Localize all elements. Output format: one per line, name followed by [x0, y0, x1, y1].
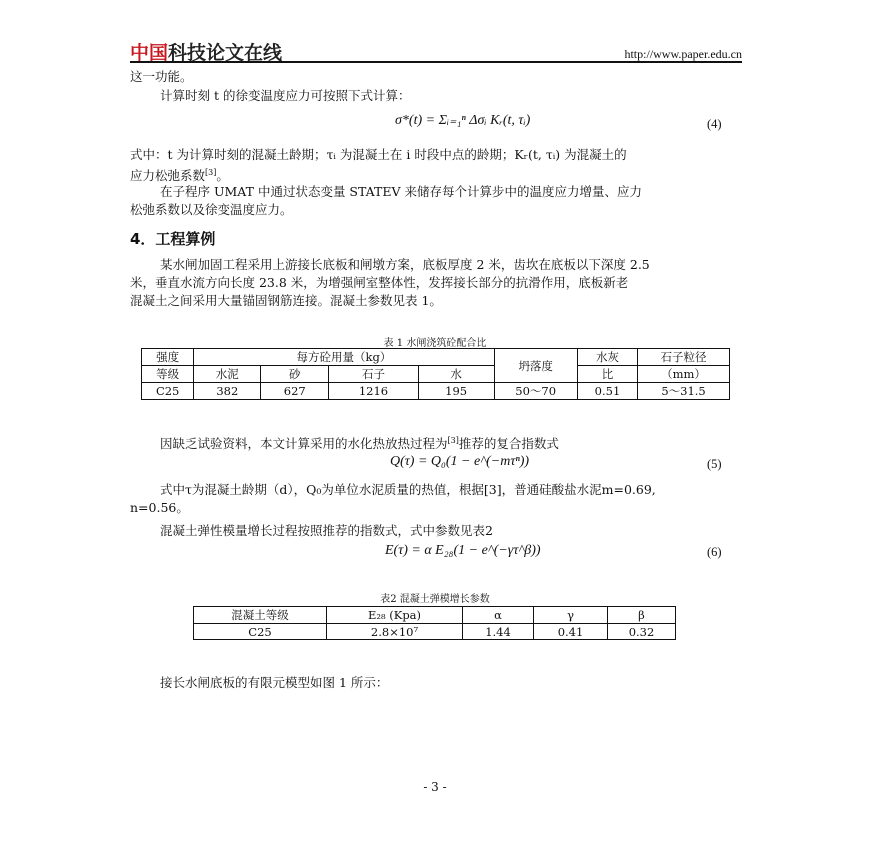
table-cell: 382 [194, 383, 261, 400]
table-cell: 50～70 [494, 383, 577, 400]
para4-line-2: 松弛系数以及徐变温度应力。 [130, 202, 293, 217]
t1-h-cement: 水泥 [194, 366, 261, 383]
table-cell: 195 [418, 383, 494, 400]
table2 [193, 606, 676, 640]
table-row [142, 383, 730, 400]
para7-line-2: n=0.56。 [130, 500, 189, 515]
text-line-2: 计算时刻 t 的徐变温度应力可按照下式计算： [160, 88, 411, 103]
header-rule [130, 61, 742, 63]
para6-pre: 因缺乏试验资料，本文计算采用的水化热放热过程为 [160, 436, 448, 452]
t1-h-slump: 坍落度 [494, 349, 577, 383]
t1-h-usage: 每方砼用量（kg） [194, 349, 494, 366]
t1-h-water: 水 [418, 366, 494, 383]
para7-line-1: 式中τ为混凝土龄期（d），Q₀为单位水泥质量的热值，根据[3]，普通硅酸盐水泥m=0.69, [160, 482, 656, 497]
table-cell: 1.44 [463, 624, 534, 640]
table-cell: 1216 [329, 383, 419, 400]
table1-caption: 表 1 水闸浇筑砼配合比 [383, 338, 487, 349]
citation-3[interactable]: [3] [205, 168, 217, 177]
t1-h-wc-2: 比 [577, 366, 637, 383]
page-number: - 3 - [423, 780, 447, 794]
table-cell: 0.51 [577, 383, 637, 400]
t2-h-gamma: γ [534, 607, 608, 624]
equation-4: σ*(t) = Σᵢ₌₁ⁿ Δσᵢ Kᵣ(t, τᵢ) [395, 113, 531, 128]
citation-3-b[interactable]: [3] [447, 436, 459, 445]
t1-h-sand: 砂 [261, 366, 329, 383]
equation-6-number: (6) [707, 545, 722, 559]
text-line-1: 这一功能。 [130, 69, 193, 84]
equation-4-number: (4) [707, 117, 722, 131]
t1-h-stone: 石子 [329, 366, 419, 383]
table1 [141, 348, 730, 400]
para3-line-2 [130, 164, 229, 184]
header-url[interactable]: http://www.paper.edu.cn [624, 47, 742, 61]
table-cell: 2.8×10⁷ [327, 624, 463, 640]
table-cell: C25 [142, 383, 194, 400]
t2-h-beta: β [608, 607, 676, 624]
table-cell: 5～31.5 [638, 383, 730, 400]
table-cell: C25 [194, 624, 327, 640]
para6-post: 推荐的复合指数式 [458, 436, 559, 452]
equation-5: Q(τ) = Q₀(1 − e^(−mτⁿ)) [390, 454, 530, 469]
t2-h-e28: E₂₈ (Kpa) [327, 607, 463, 624]
t1-h-agg-2: （mm） [638, 366, 730, 383]
logo-part-1: 中国 [130, 42, 169, 64]
para5-line-1: 某水闸加固工程采用上游接长底板和闸墩方案，底板厚度 2 米，齿坎在底板以下深度 2.5 [160, 257, 650, 272]
para9: 接长水闸底板的有限元模型如图 1 所示： [160, 675, 389, 690]
table-cell: 627 [261, 383, 329, 400]
t1-h-grade-2: 等级 [142, 366, 194, 383]
para8: 混凝土弹性模量增长过程按照推荐的指数式，式中参数见表2 [160, 523, 493, 538]
t1-h-agg-1: 石子粒径 [638, 349, 730, 366]
table2-caption: 表2 混凝土弹模增长参数 [380, 594, 490, 605]
t2-h-grade: 混凝土等级 [194, 607, 327, 624]
t2-h-alpha: α [463, 607, 534, 624]
para6 [160, 432, 559, 452]
t1-h-wc-1: 水灰 [577, 349, 637, 366]
section-heading-4: 4．工程算例 [130, 230, 216, 248]
equation-5-number: (5) [707, 457, 722, 471]
table-row [194, 624, 676, 640]
t1-h-grade-1: 强度 [142, 349, 194, 366]
table-cell: 0.41 [534, 624, 608, 640]
para4-line-1: 在子程序 UMAT 中通过状态变量 STATEV 来储存每个计算步中的温度应力增量、应力 [160, 184, 642, 199]
para5-line-3: 混凝土之间采用大量锚固钢筋连接。混凝土参数见表 1。 [130, 293, 442, 308]
logo-part-2: 科技论文在线 [168, 42, 283, 64]
table-cell: 0.32 [608, 624, 676, 640]
para3-end: 。 [216, 168, 229, 184]
para3-line-1: 式中：t 为计算时刻的混凝土龄期；τᵢ 为混凝土在 i 时段中点的龄期；Kᵣ(t, τᵢ) 为混凝土的 [130, 147, 627, 162]
equation-6: E(τ) = α E₂₈(1 − e^(−γτ^β)) [385, 543, 541, 558]
para3-text: 应力松弛系数 [130, 168, 206, 184]
para5-line-2: 米，垂直水流方向长度 23.8 米，为增强闸室整体性，发挥接长部分的抗滑作用，底板新老 [130, 275, 629, 290]
